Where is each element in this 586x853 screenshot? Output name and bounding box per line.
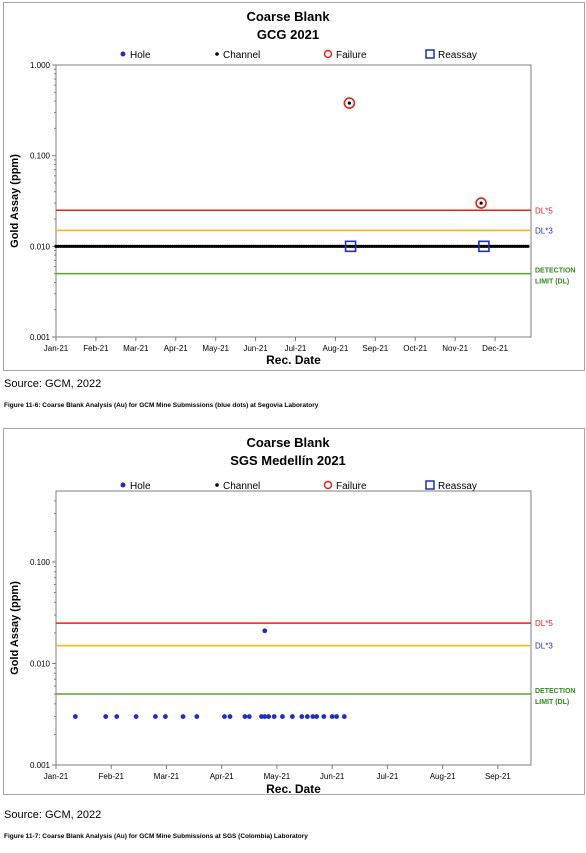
hole-point [228,714,233,719]
chart-subtitle: SGS Medellín 2021 [230,453,346,468]
hole-point [73,714,78,719]
legend-hole-marker [121,52,126,57]
x-tick-label: Apr-21 [163,344,188,353]
hole-point [305,714,310,719]
hline-label-dl: DETECTION [535,267,576,275]
channel-point [526,245,529,248]
x-tick-label: Jan-21 [43,344,69,353]
hole-point [299,714,304,719]
hole-point [266,714,271,719]
y-axis-label: Gold Assay (ppm) [9,581,21,675]
source-2: Source: GCM, 2022 [4,809,102,821]
hline-label-dl5: DL*5 [535,619,553,629]
x-tick-label: May-21 [263,772,291,781]
hole-point [242,714,247,719]
hole-point [114,714,119,719]
x-tick-label: Dec-21 [482,344,508,353]
x-tick-label: Sep-21 [362,344,389,353]
hole-point [290,714,295,719]
y-tick-label: 0.010 [29,242,50,252]
hole-point [280,714,285,719]
hole-point [181,714,186,719]
legend [121,50,477,61]
x-tick-label: Apr-21 [209,772,234,781]
y-tick-label: 0.001 [29,761,50,770]
x-tick-label: Feb-21 [98,772,124,781]
chart-title: Coarse Blank [246,435,330,450]
x-tick-label: Sep-21 [484,772,511,781]
hline-label-dl5: DL*5 [535,206,553,216]
y-axis-label: Gold Assay (ppm) [9,154,21,248]
hole-point [222,714,227,719]
hole-point [194,714,199,719]
chart-2 [3,428,585,795]
legend-hole-marker [121,483,126,488]
x-tick-label: Oct-21 [403,344,428,353]
hole-point [342,714,347,719]
figure-caption-2: Figure 11-7: Coarse Blank Analysis (Au) for GCM Mine Submissions at SGS (Colombia) Laboratory [4,833,308,840]
legend-channel-marker [215,483,219,487]
x-tick-label: Nov-21 [442,344,469,353]
chart-2-svg [4,429,584,794]
hline-label-dl3: DL*3 [535,226,553,236]
x-tick-label: Aug-21 [322,344,349,353]
failure-inner-point [480,201,483,204]
hole-point [134,714,139,719]
legend [121,481,477,492]
x-tick-label: Mar-21 [153,772,180,781]
legend-channel-label: Channel [223,50,261,61]
hole-point [272,714,277,719]
legend-channel-label: Channel [223,481,261,492]
hole-point [330,714,335,719]
y-tick-label: 0.100 [29,557,50,567]
legend-failure-marker [325,482,332,489]
legend-failure-marker [325,51,332,58]
hole-point [321,714,326,719]
hole-point [153,714,158,719]
x-tick-label: Aug-21 [429,772,456,781]
x-tick-label: Jan-21 [43,772,69,781]
chart-title: Coarse Blank [246,9,330,24]
y-tick-label: 1.000 [29,61,50,70]
x-tick-label: Jun-21 [243,344,268,353]
legend-reassay-marker [426,50,434,58]
x-tick-label: Jul-21 [284,344,307,353]
y-tick-label: 0.001 [29,333,50,342]
legend-failure-label: Failure [336,50,367,61]
y-tick-label: 0.100 [29,151,50,161]
chart-subtitle: GCG 2021 [256,27,320,42]
legend-reassay-label: Reassay [438,481,477,492]
legend-failure-label: Failure [336,481,367,492]
x-tick-label: Jun-21 [319,772,345,781]
hole-point [163,714,168,719]
x-axis-label: Rec. Date [266,782,321,794]
x-tick-label: May-21 [202,344,230,353]
hole-point [334,714,339,719]
x-tick-label: Feb-21 [83,344,109,353]
hole-point [314,714,319,719]
chart-1 [3,2,585,371]
x-tick-label: Mar-21 [123,344,149,353]
plot-area [56,491,531,765]
hline-label-dl3: DL*3 [535,641,553,651]
hline-label-dl: DETECTION [535,688,576,696]
legend-channel-marker [215,52,219,56]
hole-point [262,628,267,633]
hline-label2-dl: LIMIT (DL) [535,699,570,707]
legend-hole-label: Hole [130,50,151,61]
figure-caption-1: Figure 11-6: Coarse Blank Analysis (Au) for GCM Mine Submissions (blue dots) at Segovia Laboratory [4,402,319,409]
legend-reassay-label: Reassay [438,50,477,61]
y-tick-label: 0.010 [29,659,50,669]
x-tick-label: Jul-21 [376,772,399,781]
hole-point [103,714,108,719]
plot-area [56,65,531,337]
failure-inner-point [348,101,351,104]
hole-point [247,714,252,719]
legend-reassay-marker [426,481,434,489]
source-1: Source: GCM, 2022 [4,378,102,390]
legend-hole-label: Hole [130,481,151,492]
hline-label2-dl: LIMIT (DL) [535,278,570,286]
x-axis-label: Rec. Date [266,353,321,367]
chart-1-svg [4,3,584,370]
